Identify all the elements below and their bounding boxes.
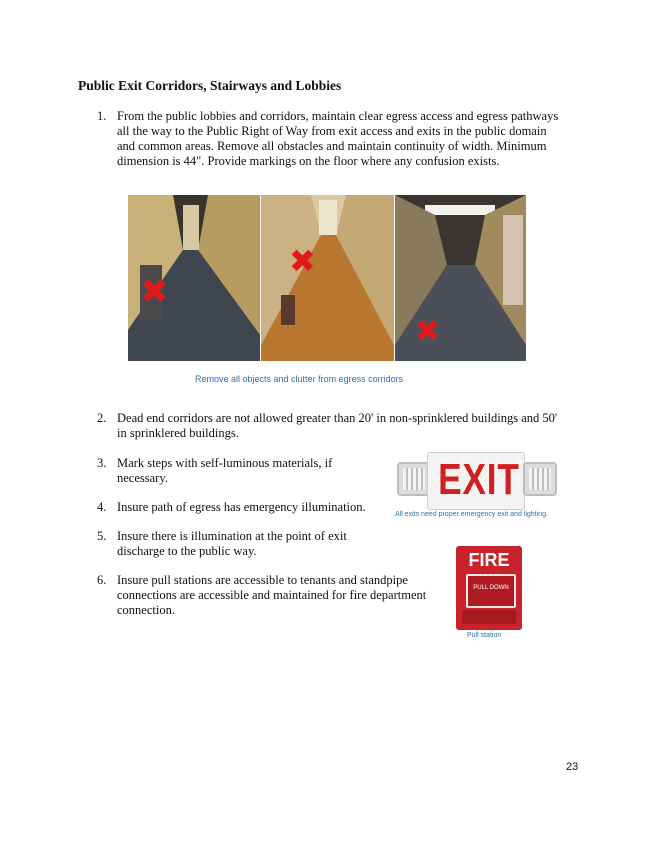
item-line: Insure path of egress has emergency illumination. (117, 500, 366, 514)
corridor-photos (128, 195, 526, 361)
section-heading: Public Exit Corridors, Stairways and Lobbies (78, 78, 342, 93)
item-line: dimension is 44". Provide markings on the floor where any confusion exists. (117, 154, 500, 168)
emergency-light-right-icon (523, 462, 557, 496)
x-mark-icon: ✖ (415, 314, 441, 349)
item-number: 4. (97, 500, 107, 514)
item-line: From the public lobbies and corridors, maintain clear egress access and egress pathways (117, 109, 559, 123)
item-line: necessary. (117, 471, 168, 485)
list-item-5 (97, 529, 367, 561)
pull-station-label: FIRE (468, 550, 510, 570)
corridor-photo-2-image (261, 195, 394, 361)
item-number: 6. (97, 573, 107, 587)
corridor-photo-3 (395, 195, 526, 361)
exit-sign-panel (427, 452, 525, 510)
list-item-6 (97, 573, 442, 621)
x-mark-icon: ✖ (289, 242, 316, 280)
item-line: all the way to the Public Right of Way from exit access and exits in the public domain (117, 124, 547, 138)
pull-handle (466, 574, 516, 608)
corridor-caption: Remove all objects and clutter from egress corridors (195, 374, 404, 384)
list-item-3 (97, 456, 367, 488)
corridor-photo-2 (261, 195, 394, 361)
page-number: 23 (566, 761, 579, 773)
item-line: Dead end corridors are not allowed greater than 20' in non-sprinklered buildings and 50' (117, 411, 558, 425)
x-mark-icon: ✖ (140, 272, 169, 312)
list-item-1 (97, 109, 577, 171)
exit-sign-image (395, 448, 557, 510)
item-line: Mark steps with self-luminous materials, if (117, 456, 333, 470)
item-line: and common areas. Remove all obstacles and maintain continuity of width. Minimum (117, 139, 547, 153)
item-line: in sprinklered buildings. (117, 426, 239, 440)
list-item-2 (97, 411, 577, 443)
item-line: discharge to the public way. (117, 544, 257, 558)
exit-sign-caption: All exits need proper emergency exit and lighting. (395, 511, 548, 518)
corridor-photo-1 (128, 195, 260, 361)
pull-handle-text: PULL DOWN (473, 585, 509, 591)
list-item-4 (97, 500, 387, 516)
item-number: 5. (97, 529, 107, 543)
item-line: connections are accessible and maintained for fire department (117, 588, 427, 602)
exit-sign-text: EXIT (438, 455, 520, 504)
item-number: 3. (97, 456, 107, 470)
item-line: Insure pull stations are accessible to tenants and standpipe (117, 573, 408, 587)
pull-station-base (462, 610, 516, 624)
item-line: Insure there is illumination at the point of exit (117, 529, 347, 543)
item-line: connection. (117, 603, 175, 617)
emergency-light-left-icon (397, 462, 431, 496)
item-number: 1. (97, 109, 107, 123)
item-number: 2. (97, 411, 107, 425)
pull-station-image (456, 546, 522, 630)
pull-station-caption: Pull station (467, 632, 502, 639)
